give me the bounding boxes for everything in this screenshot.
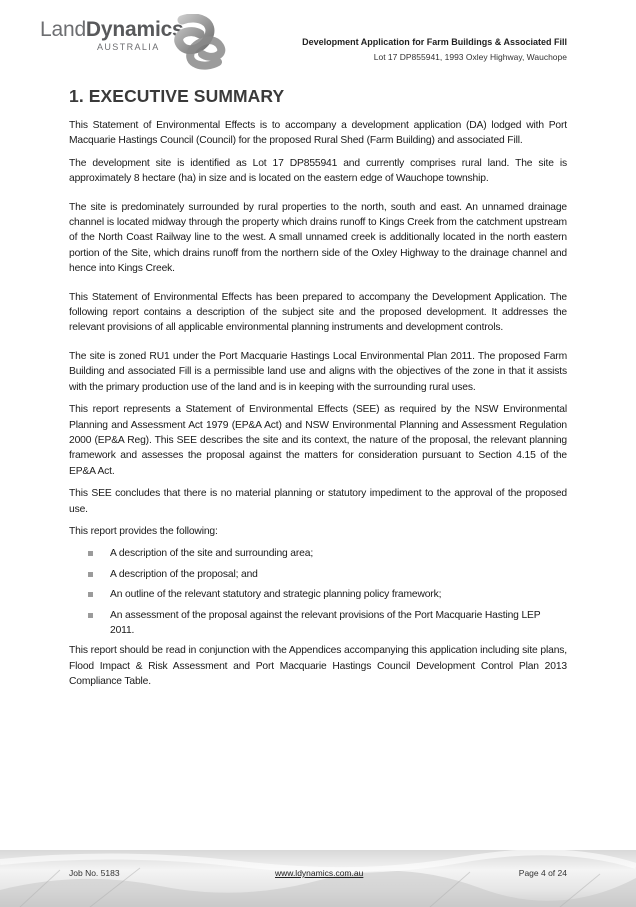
paragraph-provides: This report provides the following: bbox=[69, 525, 218, 537]
paragraph-conclusion: This SEE concludes that there is no material planning or statutory impediment to the approval of the proposed use. bbox=[69, 488, 567, 515]
square-bullet-icon bbox=[88, 572, 93, 577]
job-number: Job No. 5183 bbox=[69, 868, 120, 878]
paragraph-purpose: This Statement of Environmental Effects has been prepared to accompany the Development Application. The following report contains a description of the subject site and the proposed development. It addresses the relevant provisions of all applicable environmental planning instruments and development controls. bbox=[69, 291, 567, 334]
paragraph-site: The development site is identified as Lot 17 DP855941 and currently comprises rural land. The site is approximately 8 hectare (ha) in size and is located on the eastern edge of Wauchope township. bbox=[69, 157, 567, 185]
paragraph-zoning: The site is zoned RU1 under the Port Macquarie Hastings Local Environmental Plan 2011. The proposed Farm Building and associated Fill is a permissible land use and aligns with the objectives of the zone in that it assists with the primary production use of the land and is in keeping with the surrounding rural uses. bbox=[69, 350, 567, 393]
document-subtitle: Lot 17 DP855941, 1993 Oxley Highway, Wauchope bbox=[373, 52, 567, 62]
paragraph-closing: This report should be read in conjunction with the Appendices accompanying this application including site plans, Flood Impact & Risk Assessment and Port Macquarie Hastings Council Development Control Plan 2013 Compliance Table. bbox=[69, 645, 567, 688]
list-item: An outline of the relevant statutory and strategic planning policy framework; bbox=[69, 587, 567, 602]
paragraph-see: This report represents a Statement of Environmental Effects (SEE) as required by the NSW Environmental Planning and Assessment Act 1979 (EP&A Act) and NSW Environmental Planning and Assessment Regulation 2000 (EP&A Reg). This SEE describes the site and its context, the nature of the proposal, the relevant planning framework and assesses the proposal against the matters for consideration pursuant to Section 4.15 of the EP&A Act. bbox=[69, 404, 567, 477]
footer-texture bbox=[0, 850, 636, 907]
bullet-list bbox=[69, 546, 567, 638]
page-header bbox=[0, 0, 636, 80]
list-item: A description of the site and surrounding area; bbox=[69, 546, 567, 561]
square-bullet-icon bbox=[88, 613, 93, 618]
page-content bbox=[69, 86, 567, 697]
list-item: A description of the proposal; and bbox=[69, 567, 567, 582]
section-heading: 1. EXECUTIVE SUMMARY bbox=[69, 86, 285, 106]
logo-wordmark: LandDynamics bbox=[40, 18, 184, 41]
paragraph-intro: This Statement of Environmental Effects is to accompany a development application (DA) lodged with Port Macquarie Hastings Council (Council) for the proposed Rural Shed (Farm Building) and associated Fill. bbox=[69, 120, 567, 147]
document-title: Development Application for Farm Buildings & Associated Fill bbox=[302, 37, 567, 47]
list-item: An assessment of the proposal against the relevant provisions of the Port Macquarie Hasting LEP 2011. bbox=[69, 608, 567, 639]
logo-subtitle: AUSTRALIA bbox=[97, 42, 160, 52]
page-number: Page 4 of 24 bbox=[518, 868, 567, 878]
website-link[interactable]: www.ldynamics.com.au bbox=[275, 868, 364, 878]
company-logo bbox=[40, 14, 240, 74]
square-bullet-icon bbox=[88, 592, 93, 597]
square-bullet-icon bbox=[88, 551, 93, 556]
paragraph-surroundings: The site is predominately surrounded by rural properties to the north, south and east. An unnamed drainage channel is located midway through the property which drains runoff to Kings Creek from the catchment upstream of the North Coast Railway line to the west. A small unnamed creek is additionally located in the north eastern portion of the Site, which drains runoff from the northern side of the Oxley Highway to the drainage channel and hence into Kings Creek. bbox=[69, 201, 567, 275]
page-footer bbox=[0, 850, 636, 907]
logo-knot-icon bbox=[168, 14, 232, 70]
